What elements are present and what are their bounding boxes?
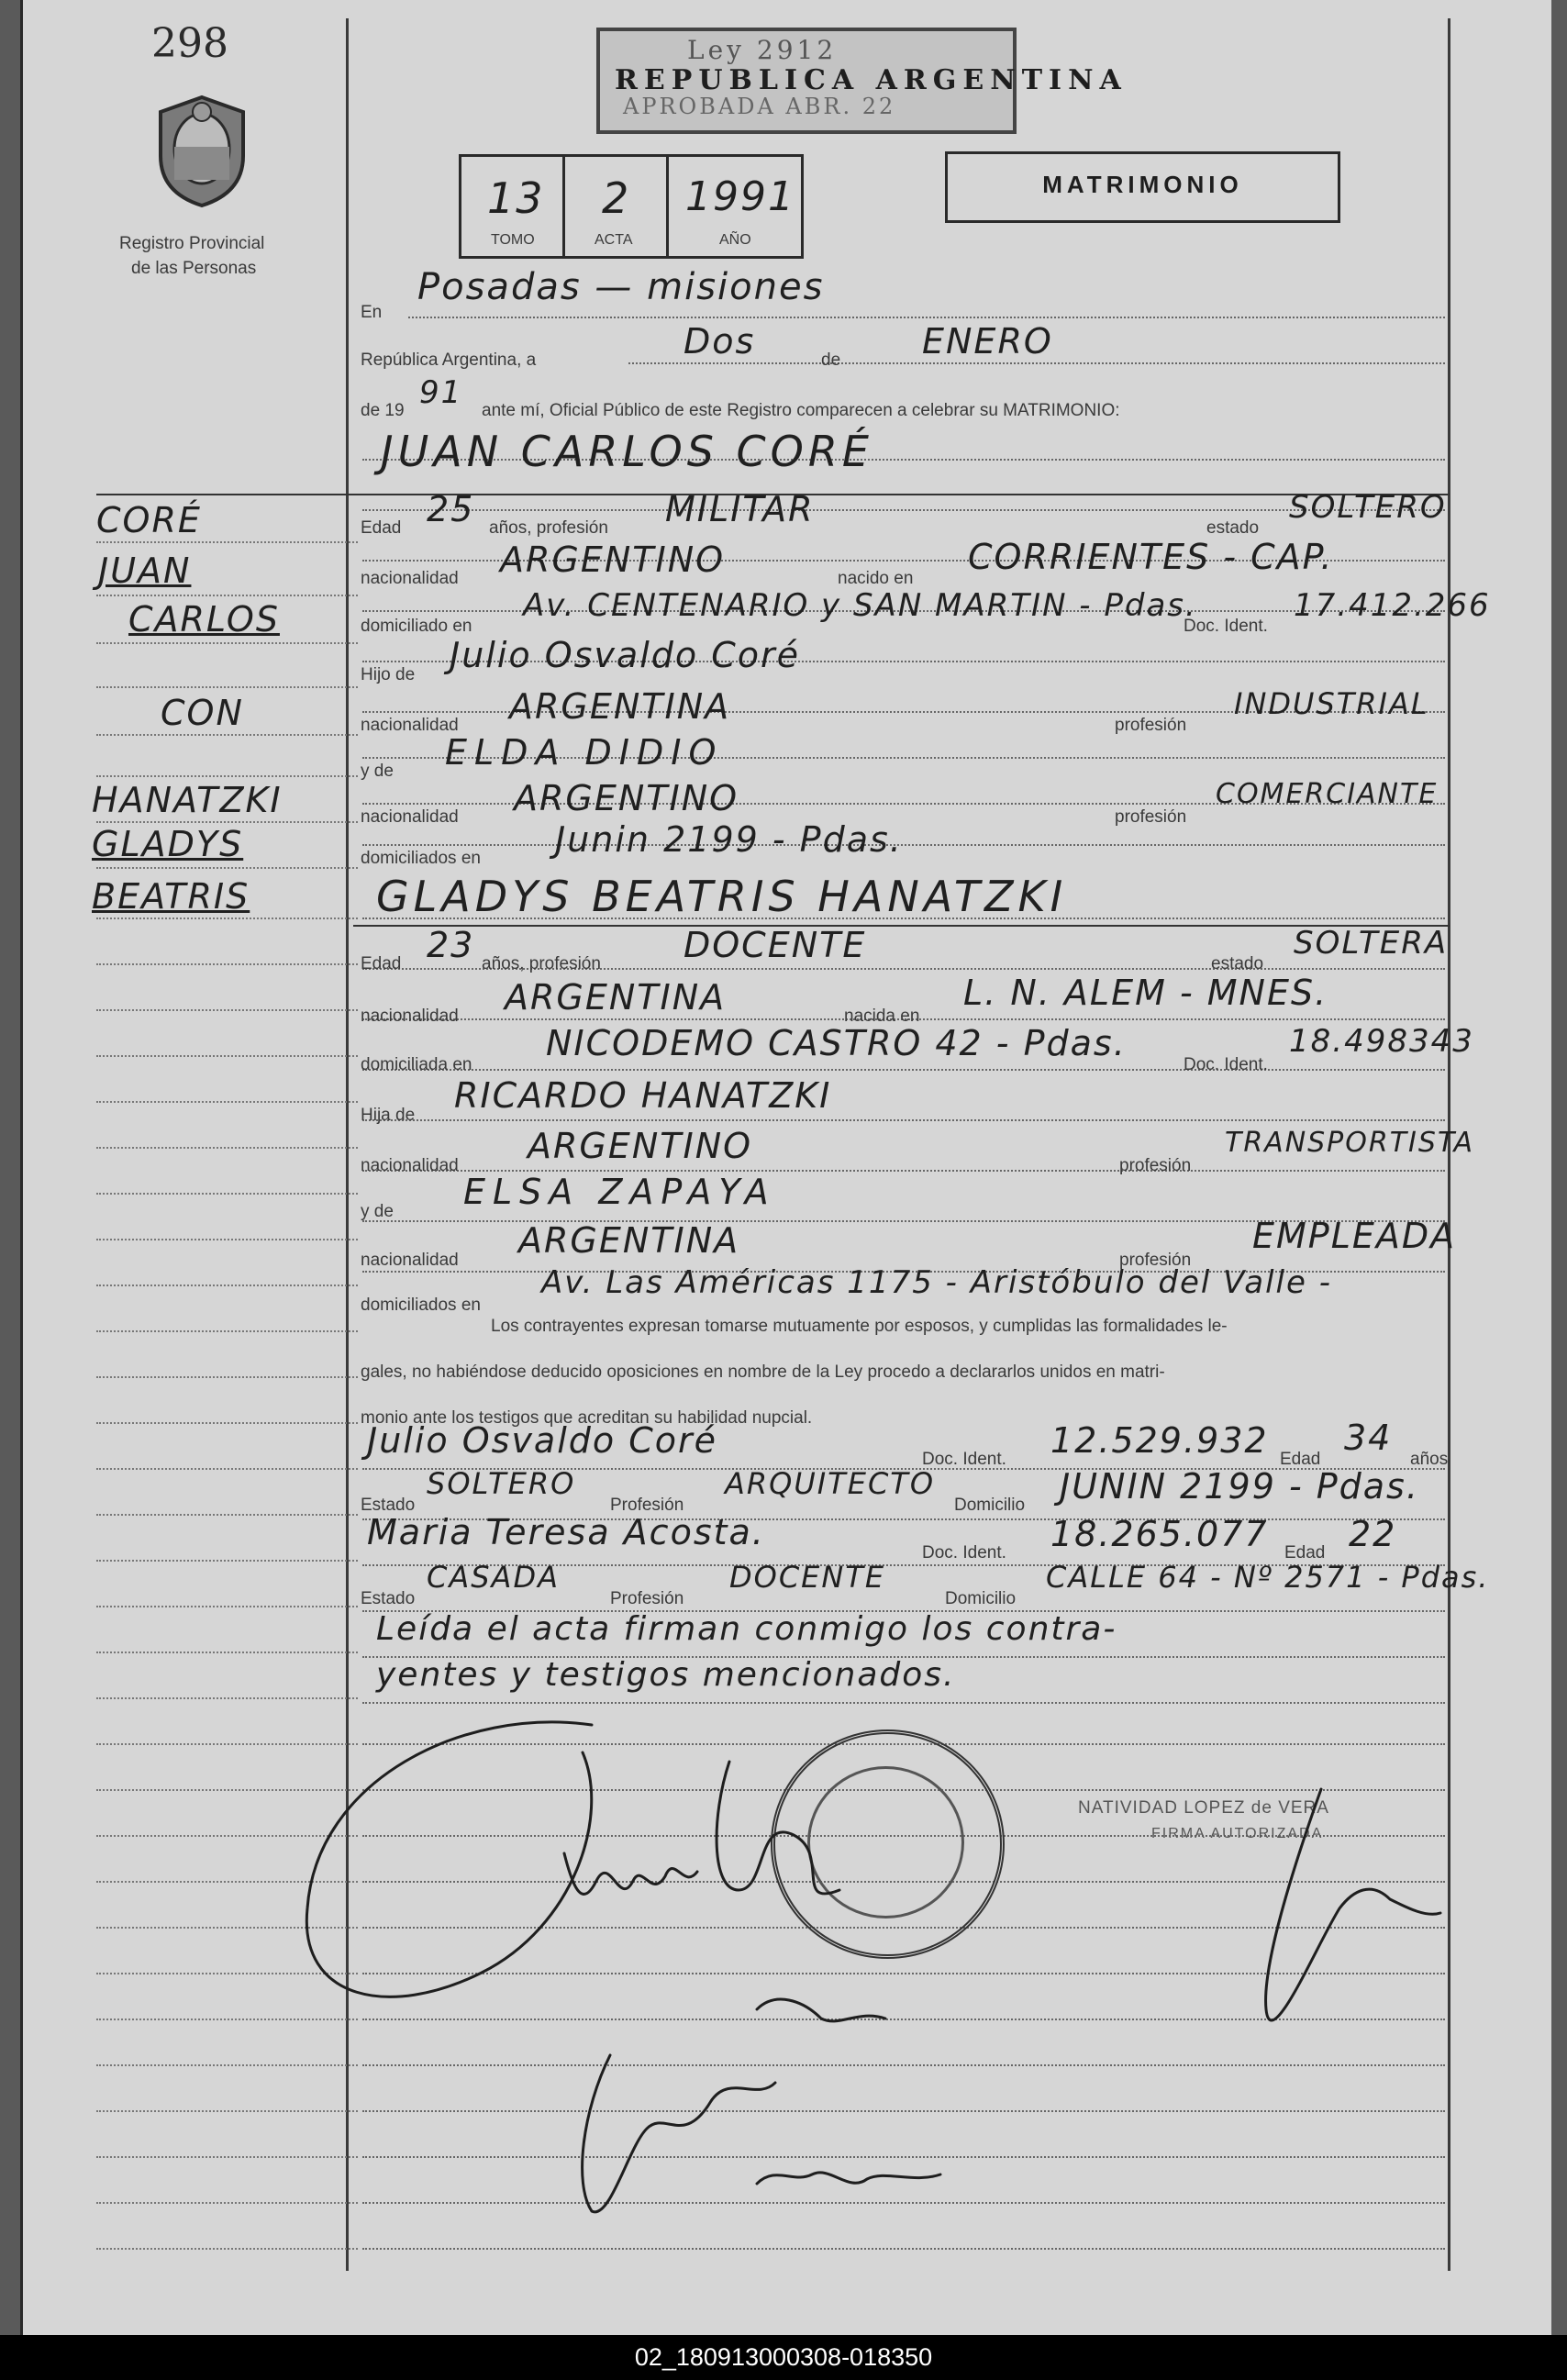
groom-father-profession: INDUSTRIAL	[1234, 686, 1429, 721]
label-anos-w1: años	[1410, 1450, 1449, 1469]
groom-section-divider	[353, 494, 1450, 495]
bride-birthplace: L. N. ALEM - MNES.	[963, 973, 1328, 1013]
groom-birthplace: CORRIENTES - CAP.	[968, 537, 1334, 577]
acta-value: 2	[602, 173, 631, 223]
margin-note-name1: JUAN	[98, 551, 192, 591]
groom-address: Av. CENTENARIO y SAN MARTIN - Pdas.	[523, 587, 1197, 624]
tomo-value: 13	[487, 173, 545, 223]
label-edad-w1: Edad	[1280, 1450, 1321, 1469]
label-prof-bride-father: profesión	[1119, 1156, 1192, 1175]
witness2-doc: 18.265.077	[1050, 1514, 1269, 1554]
label-y-de-bride: y de	[361, 1202, 394, 1221]
label-estado-bride: estado	[1211, 954, 1264, 973]
witness1-civil-status: SOLTERO	[427, 1466, 576, 1501]
witness1-name: Julio Osvaldo Coré	[367, 1420, 718, 1461]
groom-doc: 17.412.266	[1294, 587, 1491, 624]
label-nacionalidad-groom: nacionalidad	[361, 569, 459, 588]
bride-section-divider	[353, 925, 1450, 927]
closing-line-1: Leída el acta firman conmigo los contra-	[376, 1610, 1117, 1648]
formula-line-3: monio ante los testigos que acreditan su habilidad nupcial.	[361, 1408, 813, 1428]
groom-mother-nationality: ARGENTINO	[514, 778, 739, 818]
bride-address: NICODEMO CASTRO 42 - Pdas.	[546, 1023, 1127, 1063]
groom-profession: MILITAR	[665, 489, 815, 529]
label-dom-w2: Domicilio	[945, 1589, 1017, 1608]
registry-name-line2: de las Personas	[131, 259, 257, 278]
law-stamp-line1: Ley 2912	[687, 35, 838, 65]
groom-mother-profession: COMERCIANTE	[1216, 778, 1439, 810]
label-nacido-en: nacido en	[838, 569, 914, 588]
groom-father-nationality: ARGENTINA	[509, 686, 731, 727]
acta-label: ACTA	[595, 232, 633, 248]
bride-parents-address: Av. Las Américas 1175 - Aristóbulo del Valle -	[541, 1264, 1332, 1301]
label-en: En	[361, 303, 383, 322]
groom-signature-scrawl	[564, 1853, 697, 1894]
label-prof-groom-mother: profesión	[1115, 807, 1187, 827]
margin-note-surname: CORÉ	[96, 500, 202, 540]
extra-signature	[757, 1999, 885, 2021]
witness1-address: JUNIN 2199 - Pdas.	[1060, 1466, 1419, 1507]
witness2-civil-status: CASADA	[427, 1560, 560, 1595]
margin-note-name3: GLADYS	[92, 824, 244, 864]
label-domiciliados-groom: domiciliados en	[361, 849, 481, 868]
margin-note-con: CON	[161, 693, 244, 733]
label-y-de-groom: y de	[361, 762, 394, 781]
label-edad-bride: Edad	[361, 954, 402, 973]
officer-stamp-role: FIRMA AUTORIZADA	[1151, 1826, 1324, 1841]
label-estado-groom: estado	[1206, 518, 1260, 538]
groom-civil-status: SOLTERO	[1289, 489, 1447, 526]
bride-father: RICARDO HANATZKI	[454, 1075, 832, 1116]
label-domiciliados-bride: domiciliados en	[361, 1296, 481, 1315]
registry-name-line1: Registro Provincial	[119, 234, 265, 253]
witness2-age: 22	[1349, 1514, 1397, 1554]
label-doc-w2: Doc. Ident.	[922, 1543, 1006, 1563]
label-prof-bride-mother: profesión	[1119, 1251, 1192, 1270]
groom-signature-loop	[306, 1722, 592, 1996]
signatures-drawing	[280, 1670, 1473, 2220]
label-nac-bride: nacionalidad	[361, 1006, 459, 1026]
coat-of-arms-icon	[151, 92, 252, 211]
law-stamp-line2: APROBADA ABR. 22	[623, 94, 896, 119]
groom-name: JUAN CARLOS CORÉ	[381, 427, 873, 476]
bride-father-nationality: ARGENTINO	[528, 1126, 753, 1166]
label-edad-groom: Edad	[361, 518, 402, 538]
label-anos-prof-bride: años, profesión	[482, 954, 601, 973]
label-de-mes: de	[821, 350, 841, 370]
label-estado-w1: Estado	[361, 1496, 416, 1515]
field-mes: ENERO	[922, 321, 1053, 361]
field-anio: 91	[419, 374, 463, 411]
margin-note-name4: BEATRIS	[92, 876, 250, 917]
formula-line-2: gales, no habiéndose deducido oposiciones en nombre de la Ley procedo a declararlos unidos en matri-	[361, 1362, 1165, 1382]
label-nac-groom-father: nacionalidad	[361, 716, 459, 735]
groom-age: 25	[427, 489, 475, 529]
label-doc-w1: Doc. Ident.	[922, 1450, 1006, 1469]
field-dia: Dos	[683, 321, 756, 361]
register-page	[20, 0, 1551, 2335]
bride-civil-status: SOLTERA	[1294, 925, 1449, 962]
witness1-doc: 12.529.932	[1050, 1420, 1269, 1461]
bride-signature	[717, 1762, 839, 1894]
witness2-signature	[757, 2173, 940, 2184]
witness2-profession: DOCENTE	[729, 1560, 886, 1595]
officer-signature	[1266, 1789, 1440, 2020]
bride-mother-profession: EMPLEADA	[1252, 1216, 1457, 1256]
groom-parents-address: Junin 2199 - Pdas.	[555, 819, 903, 860]
ano-value: 1991	[685, 173, 795, 220]
label-nac-bride-father: nacionalidad	[361, 1156, 459, 1175]
image-caption: 02_180913000308-018350	[0, 2335, 1567, 2380]
country-title: REPUBLICA ARGENTINA	[615, 64, 1128, 96]
witness2-address: CALLE 64 - Nº 2571 - Pdas.	[1046, 1560, 1490, 1595]
label-dom-w1: Domicilio	[954, 1496, 1026, 1515]
witness1-profession: ARQUITECTO	[725, 1466, 936, 1501]
margin-note-name2: CARLOS	[128, 599, 280, 639]
margin-note-surname2: HANATZKI	[92, 780, 283, 820]
left-column-divider	[96, 494, 353, 495]
label-edad-w2: Edad	[1284, 1543, 1326, 1563]
officer-stamp-name: NATIVIDAD LOPEZ de VERA	[1078, 1798, 1329, 1818]
label-prof-groom-father: profesión	[1115, 716, 1187, 735]
bride-name: GLADYS BEATRIS HANATZKI	[376, 872, 1068, 921]
registry-number-box	[459, 154, 804, 259]
label-doc-groom: Doc. Ident.	[1184, 617, 1268, 636]
witness1-signature	[583, 2055, 775, 2212]
witness2-name: Maria Teresa Acosta.	[367, 1512, 765, 1552]
label-domiciliado-groom: domiciliado en	[361, 617, 472, 636]
formula-line-1: Los contrayentes expresan tomarse mutuamente por esposos, y cumplidas las formalidades le-	[491, 1317, 1228, 1336]
tomo-label: TOMO	[491, 232, 535, 248]
bride-mother: ELSA ZAPAYA	[463, 1172, 776, 1212]
label-hijo-de: Hijo de	[361, 665, 416, 684]
label-doc-bride: Doc. Ident.	[1184, 1055, 1268, 1074]
label-hija-de: Hija de	[361, 1106, 416, 1125]
bride-father-profession: TRANSPORTISTA	[1225, 1127, 1475, 1159]
folio-number: 298	[151, 20, 228, 67]
ano-label: AÑO	[719, 232, 751, 248]
witness1-age: 34	[1344, 1418, 1393, 1458]
label-estado-w2: Estado	[361, 1589, 416, 1608]
label-prof-w1: Profesión	[610, 1496, 684, 1515]
bride-age: 23	[427, 925, 475, 965]
label-nacida-en: nacida en	[844, 1006, 920, 1026]
groom-mother: ELDA DIDIO	[445, 732, 724, 773]
label-nac-bride-mother: nacionalidad	[361, 1251, 459, 1270]
label-anos-prof-groom: años, profesión	[489, 518, 608, 538]
bride-profession: DOCENTE	[683, 925, 867, 965]
bride-nationality: ARGENTINA	[505, 977, 727, 1018]
label-republica: República Argentina, a	[361, 350, 537, 370]
label-prof-w2: Profesión	[610, 1589, 684, 1608]
label-ante-mi: ante mí, Oficial Público de este Registro comparecen a celebrar su MATRIMONIO:	[482, 401, 1120, 420]
label-nac-groom-mother: nacionalidad	[361, 807, 459, 827]
label-domiciliada-bride: domiciliada en	[361, 1055, 472, 1074]
bride-doc: 18.498343	[1289, 1023, 1474, 1060]
groom-father: Julio Osvaldo Coré	[450, 635, 801, 675]
label-de-19: de 19	[361, 401, 405, 420]
field-lugar: Posadas — misiones	[417, 266, 825, 308]
groom-nationality: ARGENTINO	[500, 539, 726, 580]
act-type-label: MATRIMONIO	[1042, 171, 1243, 198]
bride-mother-nationality: ARGENTINA	[518, 1220, 740, 1261]
act-type-box	[945, 151, 1340, 223]
closing-line-2: yentes y testigos mencionados.	[376, 1656, 956, 1694]
